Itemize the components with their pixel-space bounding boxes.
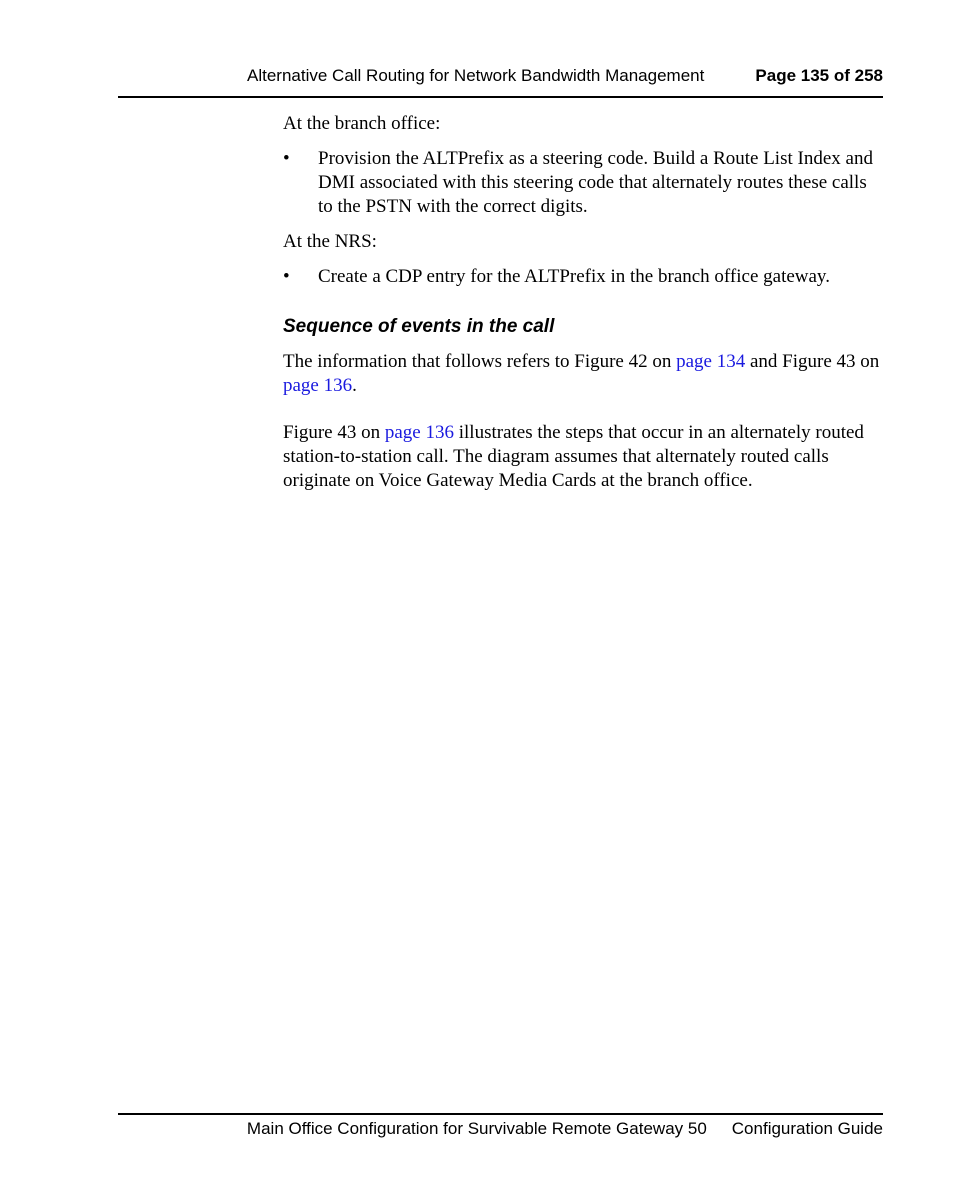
page-136-link[interactable]: page 136 <box>283 375 353 396</box>
footer-doc-title: Main Office Configuration for Survivable Remote Gateway 50 <box>246 1119 707 1138</box>
bullet-icon: • <box>283 266 290 287</box>
section-heading: Sequence of events in the call <box>283 316 555 337</box>
bullet-text: Provision the ALTPrefix as a steering code. Build a Route List Index and DMI associated with this steering code that alternately routes these calls to the PSTN with the correct digits. <box>318 148 873 217</box>
list-item <box>283 147 883 219</box>
paragraph-text: . <box>352 375 357 396</box>
paragraph-figure-references <box>283 350 883 398</box>
branch-office-label: At the branch office: <box>283 113 441 134</box>
page-footer <box>118 1113 883 1138</box>
main-content <box>283 112 883 493</box>
footer-doc-type: Configuration Guide <box>731 1119 883 1138</box>
page-134-link[interactable]: page 134 <box>676 351 746 372</box>
paragraph-text: illustrates the steps that occur in an alternately routed station-to-station call. The diagram assumes that alternately routed calls originate on Voice Gateway Media Cards at the branch office. <box>283 422 864 491</box>
list-item <box>283 265 883 289</box>
paragraph-text: and Figure 43 on <box>745 351 880 372</box>
paragraph-figure-description <box>283 421 883 493</box>
paragraph-spacer <box>283 398 883 421</box>
bullet-icon: • <box>283 148 290 169</box>
header-title: Alternative Call Routing for Network Bandwidth Management <box>247 66 705 85</box>
nrs-label: At the NRS: <box>283 231 377 252</box>
bullet-text: Create a CDP entry for the ALTPrefix in the branch office gateway. <box>318 266 830 287</box>
page-header <box>118 64 883 98</box>
paragraph-text: Figure 43 on <box>283 422 385 443</box>
footer-text <box>247 1119 883 1139</box>
page-136-link[interactable]: page 136 <box>384 422 454 443</box>
paragraph-text: The information that follows refers to Figure 42 on <box>283 351 677 372</box>
page-number: Page 135 of 258 <box>755 66 883 85</box>
